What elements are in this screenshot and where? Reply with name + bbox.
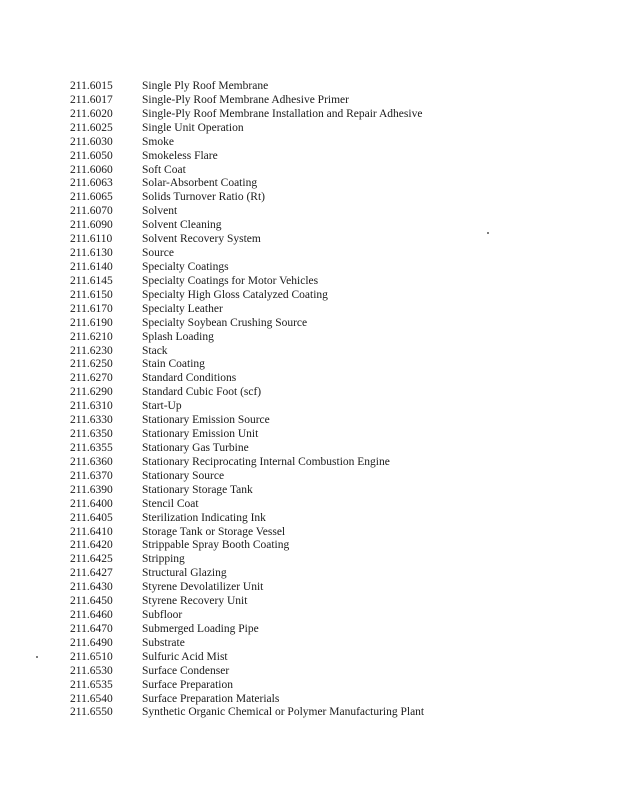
- section-number: 211.6410: [70, 525, 113, 538]
- section-number: 211.6070: [70, 205, 113, 218]
- list-item: [70, 498, 590, 512]
- list-item: [70, 706, 590, 720]
- defined-term: Standard Conditions: [142, 372, 237, 385]
- defined-term: Single-Ply Roof Membrane Installation and Repair Adhesive: [142, 107, 423, 120]
- section-number: 211.6250: [70, 358, 113, 371]
- defined-term: Source: [142, 247, 174, 260]
- list-item: [70, 303, 590, 317]
- defined-term: Solar-Absorbent Coating: [142, 177, 258, 190]
- list-item: [70, 219, 590, 233]
- section-number: 211.6370: [70, 469, 113, 482]
- list-item: [70, 177, 590, 191]
- list-item: [70, 553, 590, 567]
- section-number: 211.6230: [70, 344, 113, 357]
- list-item: [70, 345, 590, 359]
- defined-term: Splash Loading: [142, 330, 214, 343]
- list-item: [70, 317, 590, 331]
- section-number: 211.6460: [70, 609, 113, 622]
- defined-term: Specialty Coatings: [142, 260, 229, 273]
- defined-term: Solids Turnover Ratio (Rt): [142, 191, 266, 204]
- defined-term: Synthetic Organic Chemical or Polymer Manufacturing Plant: [142, 706, 425, 719]
- defined-term: Stationary Storage Tank: [142, 483, 253, 496]
- list-item: [70, 651, 590, 665]
- list-item: [70, 358, 590, 372]
- section-number: 211.6400: [70, 497, 113, 510]
- list-item: [70, 512, 590, 526]
- defined-term: Submerged Loading Pipe: [142, 622, 259, 635]
- section-number: 211.6050: [70, 149, 113, 162]
- defined-term: Stack: [142, 344, 168, 357]
- defined-term: Surface Preparation: [142, 678, 234, 691]
- section-number: 211.6427: [70, 567, 113, 580]
- defined-term: Single-Ply Roof Membrane Adhesive Primer: [142, 93, 349, 106]
- section-number: 211.6270: [70, 372, 113, 385]
- list-item: [70, 150, 590, 164]
- defined-term: Specialty Soybean Crushing Source: [142, 316, 308, 329]
- list-item: [70, 191, 590, 205]
- list-item: [70, 595, 590, 609]
- defined-term: Styrene Devolatilizer Unit: [142, 581, 264, 594]
- defined-term: Smokeless Flare: [142, 149, 218, 162]
- section-number: 211.6140: [70, 260, 113, 273]
- defined-term: Subfloor: [142, 609, 183, 622]
- scan-speck: [36, 656, 38, 658]
- section-number: 211.6025: [70, 121, 113, 134]
- section-number: 211.6063: [70, 177, 113, 190]
- section-number: 211.6530: [70, 664, 113, 677]
- list-item: [70, 94, 590, 108]
- defined-term: Stationary Emission Source: [142, 414, 270, 427]
- list-item: [70, 456, 590, 470]
- list-item: [70, 80, 590, 94]
- list-item: [70, 414, 590, 428]
- list-item: [70, 233, 590, 247]
- section-number: 211.6090: [70, 219, 113, 232]
- section-number: 211.6030: [70, 135, 113, 148]
- defined-term: Styrene Recovery Unit: [142, 595, 248, 608]
- section-number: 211.6110: [70, 233, 113, 246]
- list-item: [70, 526, 590, 540]
- list-item: [70, 609, 590, 623]
- list-item: [70, 470, 590, 484]
- section-number: 211.6130: [70, 247, 113, 260]
- list-item: [70, 372, 590, 386]
- list-item: [70, 205, 590, 219]
- defined-term: Solvent Cleaning: [142, 219, 222, 232]
- defined-term: Stationary Gas Turbine: [142, 441, 249, 454]
- defined-term: Sulfuric Acid Mist: [142, 650, 228, 663]
- defined-term: Solvent: [142, 205, 178, 218]
- section-number: 211.6020: [70, 107, 113, 120]
- list-item: [70, 275, 590, 289]
- section-number: 211.6450: [70, 595, 113, 608]
- section-number: 211.6350: [70, 428, 113, 441]
- list-item: [70, 247, 590, 261]
- section-number: 211.6550: [70, 706, 113, 719]
- list-item: [70, 637, 590, 651]
- list-item: [70, 164, 590, 178]
- section-number: 211.6290: [70, 386, 113, 399]
- section-number: 211.6390: [70, 483, 113, 496]
- defined-term: Smoke: [142, 135, 174, 148]
- defined-term: Stripping: [142, 553, 185, 566]
- list-item: [70, 693, 590, 707]
- section-number: 211.6360: [70, 455, 113, 468]
- defined-term: Stain Coating: [142, 358, 205, 371]
- section-number: 211.6470: [70, 622, 113, 635]
- list-item: [70, 623, 590, 637]
- list-item: [70, 679, 590, 693]
- section-number: 211.6015: [70, 80, 113, 92]
- defined-term: Solvent Recovery System: [142, 233, 261, 246]
- list-item: [70, 567, 590, 581]
- section-number: 211.6060: [70, 163, 113, 176]
- defined-term: Storage Tank or Storage Vessel: [142, 525, 286, 538]
- defined-term: Single Unit Operation: [142, 121, 244, 134]
- section-number: 211.6510: [70, 650, 113, 663]
- defined-term: Structural Glazing: [142, 567, 227, 580]
- scan-speck: [487, 232, 489, 234]
- defined-term: Stationary Reciprocating Internal Combustion Engine: [142, 455, 390, 468]
- section-number: 211.6535: [70, 678, 113, 691]
- section-number: 211.6170: [70, 302, 113, 315]
- defined-term: Single Ply Roof Membrane: [142, 80, 269, 92]
- section-number: 211.6145: [70, 274, 113, 287]
- list-item: [70, 400, 590, 414]
- section-number: 211.6190: [70, 316, 113, 329]
- defined-term: Sterilization Indicating Ink: [142, 511, 266, 524]
- section-number: 211.6310: [70, 400, 113, 413]
- defined-term: Stationary Emission Unit: [142, 428, 259, 441]
- section-number: 211.6540: [70, 692, 113, 705]
- list-item: [70, 581, 590, 595]
- list-item: [70, 261, 590, 275]
- section-number: 211.6425: [70, 553, 113, 566]
- defined-term: Stationary Source: [142, 469, 225, 482]
- defined-term: Stencil Coat: [142, 497, 199, 510]
- defined-term: Surface Condenser: [142, 664, 230, 677]
- list-item: [70, 665, 590, 679]
- defined-term: Specialty High Gloss Catalyzed Coating: [142, 288, 328, 301]
- list-item: [70, 122, 590, 136]
- defined-term: Surface Preparation Materials: [142, 692, 280, 705]
- list-item: [70, 289, 590, 303]
- section-number: 211.6430: [70, 581, 113, 594]
- defined-term: Specialty Coatings for Motor Vehicles: [142, 274, 319, 287]
- defined-term: Strippable Spray Booth Coating: [142, 539, 290, 552]
- section-number: 211.6210: [70, 330, 113, 343]
- definitions-list: [70, 80, 590, 720]
- list-item: [70, 484, 590, 498]
- list-item: [70, 108, 590, 122]
- list-item: [70, 442, 590, 456]
- list-item: [70, 539, 590, 553]
- section-number: 211.6065: [70, 191, 113, 204]
- section-number: 211.6420: [70, 539, 113, 552]
- section-number: 211.6405: [70, 511, 113, 524]
- section-number: 211.6355: [70, 441, 113, 454]
- defined-term: Specialty Leather: [142, 302, 223, 315]
- list-item: [70, 428, 590, 442]
- defined-term: Standard Cubic Foot (scf): [142, 386, 262, 399]
- list-item: [70, 386, 590, 400]
- list-item: [70, 331, 590, 345]
- section-number: 211.6150: [70, 288, 113, 301]
- defined-term: Substrate: [142, 636, 185, 649]
- defined-term: Start-Up: [142, 400, 182, 413]
- section-number: 211.6017: [70, 93, 113, 106]
- section-number: 211.6330: [70, 414, 113, 427]
- section-number: 211.6490: [70, 636, 113, 649]
- defined-term: Soft Coat: [142, 163, 186, 176]
- list-item: [70, 136, 590, 150]
